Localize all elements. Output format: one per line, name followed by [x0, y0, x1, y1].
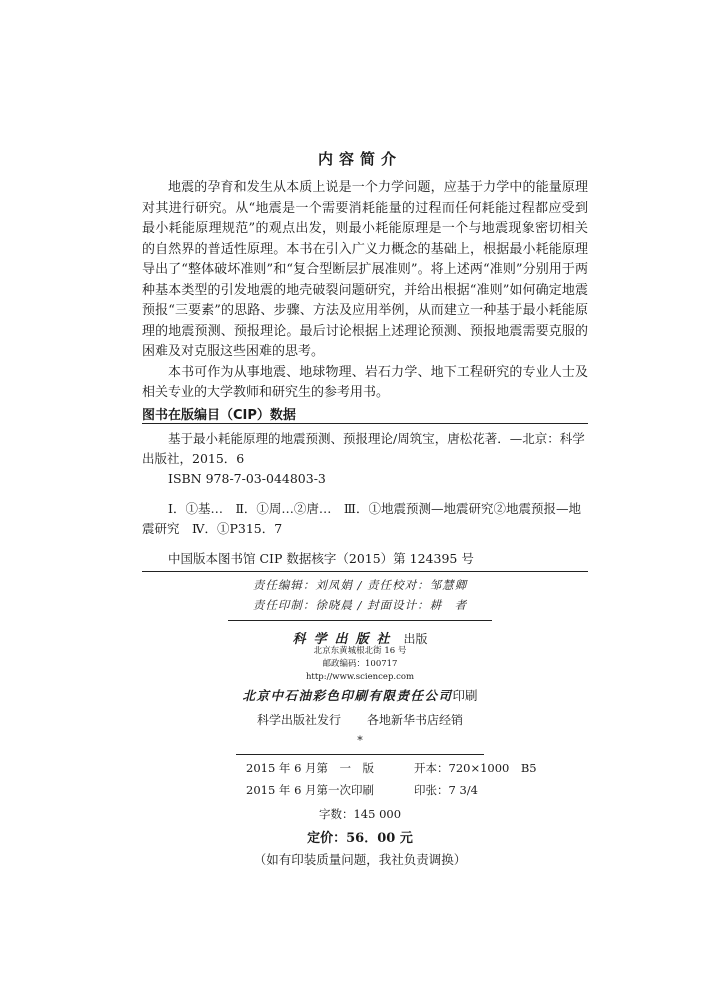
distribution-issuer: 科学出版社发行 — [256, 713, 341, 727]
cip-record: 基于最小耗能原理的地震预测、预报理论/周筑宝，唐松花著．—北京：科学出版社，2015．6 — [142, 431, 585, 466]
printer-name: 北京中石油彩色印刷有限责任公司 — [242, 688, 453, 703]
publisher-name: 科学出版社 — [292, 632, 398, 647]
distribution-seller: 各地新华书店经销 — [367, 713, 464, 727]
printer-suffix: 印刷 — [452, 688, 478, 703]
first-print: 2015 年 6 月第一次印刷 — [246, 783, 375, 797]
print-sheets: 印张：7 3/4 — [414, 783, 478, 797]
edition-line-1 — [246, 760, 537, 776]
intro-paragraph-2: 本书可作为从事地震、地球物理、岩石力学、地下工程研究的专业人士及相关专业的大学教师和研究生的参考用书。 — [142, 364, 588, 400]
credits-line-2: 责任印制：徐晓晨 / 封面设计：耕 者 — [252, 598, 468, 612]
publisher-suffix: 出版 — [403, 632, 428, 646]
first-edition: 2015 年 6 月第 一 版 — [246, 761, 375, 775]
credits-rule — [228, 620, 492, 621]
book-format: 开本：720×1000 B5 — [414, 761, 537, 775]
publisher-postcode: 邮政编码：100717 — [322, 659, 398, 669]
cip-title: 图书在版编目（CIP）数据 — [142, 408, 296, 423]
cip-data — [142, 429, 588, 539]
edition-top-rule — [236, 754, 484, 755]
edition-line-2 — [246, 782, 478, 798]
word-count: 字数：145 000 — [318, 807, 402, 821]
publisher-address: 北京东黄城根北街 16 号 — [313, 646, 407, 656]
cip-top-rule — [142, 423, 588, 424]
distribution-line — [0, 711, 720, 728]
cip-isbn: ISBN 978-7-03-044803-3 — [168, 471, 326, 486]
section-title: 内容简介 — [317, 150, 402, 168]
intro-text — [142, 178, 588, 404]
cip-check-number: 中国版本图书馆 CIP 数据核字（2015）第 124395 号 — [168, 551, 474, 566]
cip-bottom-rule — [142, 571, 588, 572]
publisher-website: http://www.sciencep.com — [305, 672, 415, 682]
intro-paragraph-1: 地震的孕育和发生从本质上说是一个力学问题，应基于力学中的能量原理对其进行研究。从“地震是一个需要消耗能量的过程而任何耗能过程都应受到最小耗能原理规范”的观点出发，则最小耗能原理是一个与地震现象密切相关的自然界的普适性原理。本书在引入广义力概念的基础上，根据最小耗能原理导出了“整体破坏准则”和“复合型断层扩展准则”。将上述两“准则”分别用于两种基本类型的引发地震的地壳破裂问题研究，并给出根据“准则”如何确定地震预报“三要素”的思路、步骤、方法及应用举例，从而建立一种基于最小耗能原理的地震预测、预报理论。最后讨论根据上述理论预测、预报地震需要克服的困难及对克服这些困难的思考。 — [142, 180, 588, 359]
quality-notice: （如有印装质量问题，我社负责调换） — [253, 852, 467, 867]
separator-star: * — [357, 734, 363, 747]
credits-line-1: 责任编辑：刘凤娟 / 责任校对：邹慧卿 — [252, 578, 468, 592]
cip-classification: Ⅰ．①基… Ⅱ．①周…②唐… Ⅲ．①地震预测—地震研究②地震预报—地震研究 Ⅳ．①P315．7 — [142, 501, 581, 536]
printer-line — [0, 686, 720, 704]
price: 定价：56．00 元 — [307, 831, 413, 846]
